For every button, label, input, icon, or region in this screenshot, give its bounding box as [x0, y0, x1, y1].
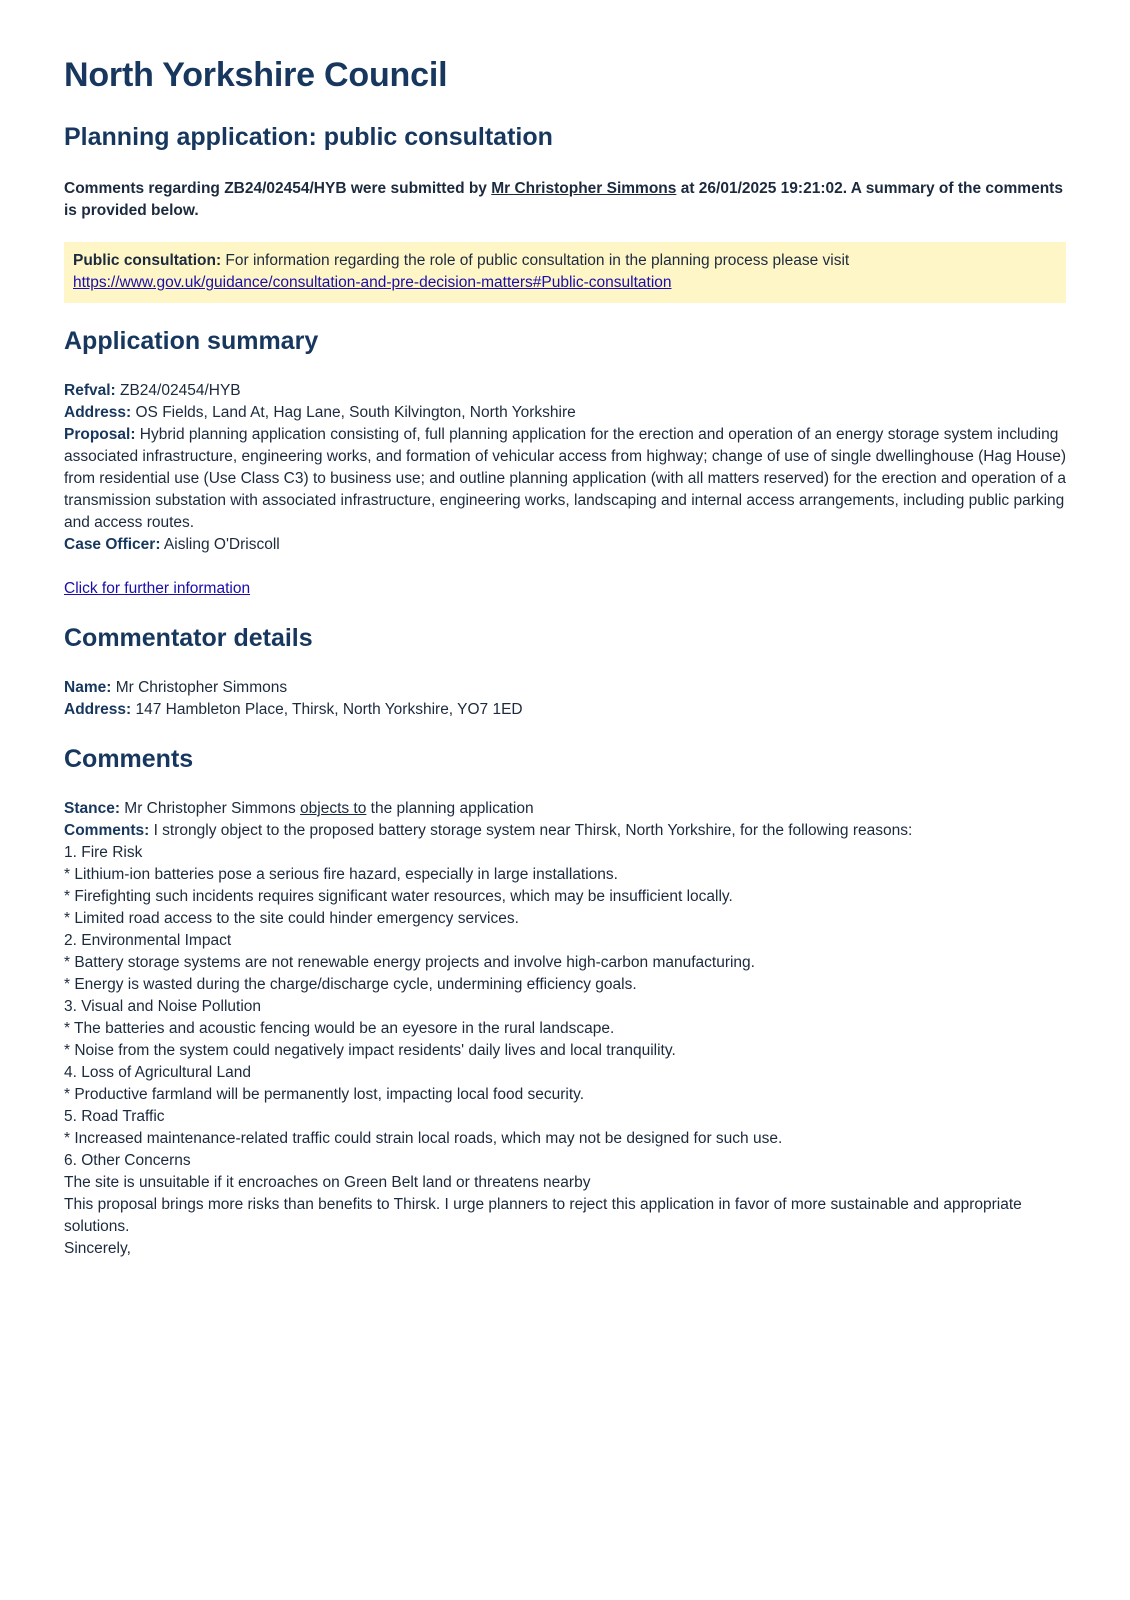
notice-label: Public consultation: — [73, 252, 222, 269]
page-title: Planning application: public consultation — [64, 123, 553, 151]
application-summary — [64, 380, 1066, 556]
comments-body — [64, 798, 1066, 1260]
commentator-address-value: 147 Hambleton Place, Thirsk, North Yorkshire, YO7 1ED — [131, 701, 523, 718]
comment-line: * Lithium-ion batteries pose a serious fire hazard, especially in large installations. — [64, 866, 618, 883]
comment-line: * Noise from the system could negatively impact residents' daily lives and local tranquility. — [64, 1042, 676, 1059]
stance-label: Stance: — [64, 800, 120, 817]
commentator-name-label: Name: — [64, 679, 112, 696]
comment-line: The site is unsuitable if it encroaches on Green Belt land or threatens nearby — [64, 1174, 591, 1191]
further-information-link[interactable]: Click for further information — [64, 580, 251, 597]
case-officer-label: Case Officer: — [64, 536, 161, 553]
address-row — [64, 402, 1066, 424]
comment-line: * Energy is wasted during the charge/discharge cycle, undermining efficiency goals. — [64, 976, 637, 993]
case-officer-value: Aisling O'Driscoll — [160, 536, 280, 553]
comments-first-line: I strongly object to the proposed battery storage system near Thirsk, North Yorkshire, for the following reasons: — [149, 822, 913, 839]
comment-line: Sincerely, — [64, 1240, 131, 1257]
application-summary-heading: Application summary — [64, 327, 319, 355]
comment-line: 6. Other Concerns — [64, 1152, 191, 1169]
commentator-address-label: Address: — [64, 701, 132, 718]
comment-line: 4. Loss of Agricultural Land — [64, 1064, 251, 1081]
stance-prefix: Mr Christopher Simmons — [120, 800, 301, 817]
refval-label: Refval: — [64, 382, 116, 399]
case-officer-row — [64, 534, 1066, 556]
comment-line: 5. Road Traffic — [64, 1108, 165, 1125]
stance-suffix: the planning application — [366, 800, 534, 817]
stance-row — [64, 798, 1066, 820]
comment-line: * Firefighting such incidents requires significant water resources, which may be insufficient locally. — [64, 888, 733, 905]
council-name: North Yorkshire Council — [64, 56, 448, 94]
intro-prefix: Comments regarding ZB24/02454/HYB were submitted by — [64, 180, 492, 197]
submission-intro — [64, 178, 1066, 222]
address-value: OS Fields, Land At, Hag Lane, South Kilvington, North Yorkshire — [131, 404, 576, 421]
intro-suffix: at 26/01/2025 19:21:02. A summary of the comments is provided below. — [64, 180, 1063, 219]
commentator-details — [64, 677, 1066, 721]
comment-line: * Increased maintenance-related traffic could strain local roads, which may not be designed for such use. — [64, 1130, 783, 1147]
consultation-guidance-link[interactable]: https://www.gov.uk/guidance/consultation-and-pre-decision-matters#Public-consultation — [73, 274, 672, 291]
proposal-row — [64, 424, 1066, 534]
comments-heading: Comments — [64, 745, 194, 773]
comment-line: 1. Fire Risk — [64, 844, 143, 861]
address-label: Address: — [64, 404, 132, 421]
commentator-name-value: Mr Christopher Simmons — [111, 679, 288, 696]
proposal-value: Hybrid planning application consisting of, full planning application for the erection and operation of an energy storage system including associated infrastructure, engineering works, and formation of vehicular access from highway; change of use of single dwellinghouse (Hag House) from residential use (Use Class C3) to business use; and outline planning application (with all matters reserved) for the erection and operation of a transmission substation with associated infrastructure, engineering works, landscaping and internal access arrangements, including public parking and access routes. — [64, 426, 1067, 531]
comments-row — [64, 820, 1066, 842]
comment-line: This proposal brings more risks than benefits to Thirsk. I urge planners to reject this application in favor of more sustainable and appropriate solutions. — [64, 1196, 1022, 1235]
commenter-name-link[interactable]: Mr Christopher Simmons — [491, 180, 677, 197]
comments-label: Comments: — [64, 822, 150, 839]
proposal-label: Proposal: — [64, 426, 136, 443]
comment-line: * Battery storage systems are not renewable energy projects and involve high-carbon manufacturing. — [64, 954, 755, 971]
commentator-address-row — [64, 699, 1066, 721]
comment-line: * Productive farmland will be permanently lost, impacting local food security. — [64, 1086, 585, 1103]
comment-line: * The batteries and acoustic fencing would be an eyesore in the rural landscape. — [64, 1020, 615, 1037]
public-consultation-notice — [64, 242, 1066, 303]
refval-value: ZB24/02454/HYB — [115, 382, 241, 399]
refval-row — [64, 380, 1066, 402]
commentator-details-heading: Commentator details — [64, 624, 313, 652]
further-info-row — [64, 578, 1066, 600]
comment-line: * Limited road access to the site could hinder emergency services. — [64, 910, 519, 927]
notice-text: For information regarding the role of public consultation in the planning process please visit — [221, 252, 850, 269]
comment-line: 2. Environmental Impact — [64, 932, 232, 949]
commentator-name-row — [64, 677, 1066, 699]
stance-objects-link[interactable]: objects to — [300, 800, 367, 817]
comment-line: 3. Visual and Noise Pollution — [64, 998, 262, 1015]
